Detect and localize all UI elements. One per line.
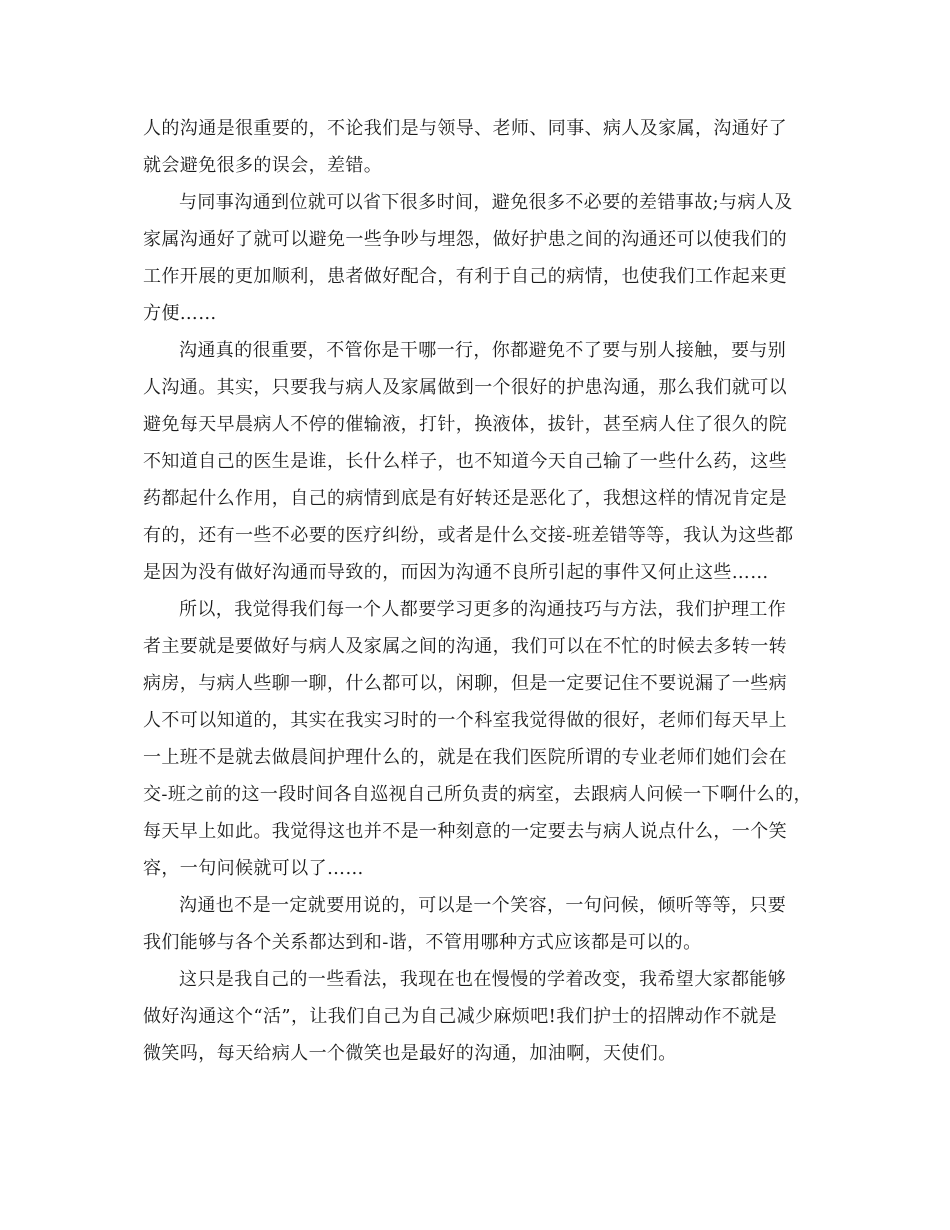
text-line: 有的，还有一些不必要的医疗纠纷，或者是什么交接-班差错等等，我认为这些都 <box>143 525 794 546</box>
text-line: 做好沟通这个“活”，让我们自己为自己减少麻烦吧!我们护士的招牌动作不就是 <box>143 1006 778 1027</box>
text-line: 沟通真的很重要，不管你是干哪一行，你都避免不了要与别人接触，要与别 <box>179 340 787 361</box>
text-line: 病房，与病人些聊一聊，什么都可以，闲聊，但是一定要记住不要说漏了一些病 <box>143 673 787 694</box>
text-line: 容，一句问候就可以了…… <box>143 858 364 879</box>
text-line: 方便…… <box>143 303 217 324</box>
text-line: 家属沟通好了就可以避免一些争吵与埋怨，做好护患之间的沟通还可以使我们的 <box>143 229 787 250</box>
text-line: 是因为没有做好沟通而导致的，而因为沟通不良所引起的事件又何止这些…… <box>143 562 769 583</box>
text-line: 工作开展的更加顺利，患者做好配合，有利于自己的病情，也使我们工作起来更 <box>143 266 787 287</box>
text-line: 药都起什么作用，自己的病情到底是有好转还是恶化了，我想这样的情况肯定是 <box>143 488 787 509</box>
text-line: 者主要就是要做好与病人及家属之间的沟通，我们可以在不忙的时候去多转一转 <box>143 636 787 657</box>
text-line: 一上班不是就去做晨间护理什么的，就是在我们医院所谓的专业老师们她们会在 <box>143 747 787 768</box>
text-line: 这只是我自己的一些看法，我现在也在慢慢的学着改变，我希望大家都能够 <box>179 969 787 990</box>
text-line: 就会避免很多的误会，差错。 <box>143 155 383 176</box>
text-line: 不知道自己的医生是谁，长什么样子，也不知道今天自己输了一些什么药，这些 <box>143 451 787 472</box>
text-line: 交-班之前的这一段时间各自巡视自己所负责的病室，去跟病人问候一下啊什么的， <box>143 784 812 805</box>
text-line: 人不可以知道的，其实在我实习时的一个科室我觉得做的很好，老师们每天早上 <box>143 710 787 731</box>
text-line: 微笑吗，每天给病人一个微笑也是最好的沟通，加油啊，天使们。 <box>143 1043 677 1064</box>
text-line: 我们能够与各个关系都达到和-谐，不管用哪种方式应该都是可以的。 <box>143 932 702 953</box>
text-line: 所以，我觉得我们每一个人都要学习更多的沟通技巧与方法，我们护理工作 <box>179 599 787 620</box>
text-line: 与同事沟通到位就可以省下很多时间，避免很多不必要的差错事故;与病人及 <box>179 192 793 213</box>
text-line: 沟通也不是一定就要用说的，可以是一个笑容，一句问候，倾听等等，只要 <box>179 895 787 916</box>
text-line: 人的沟通是很重要的，不论我们是与领导、老师、同事、病人及家属，沟通好了 <box>143 118 787 139</box>
text-line: 每天早上如此。我觉得这也并不是一种刻意的一定要去与病人说点什么，一个笑 <box>143 821 787 842</box>
text-line: 避免每天早晨病人不停的催输液，打针，换液体，拔针，甚至病人住了很久的院 <box>143 414 787 435</box>
text-line: 人沟通。其实，只要我与病人及家属做到一个很好的护患沟通，那么我们就可以 <box>143 377 787 398</box>
